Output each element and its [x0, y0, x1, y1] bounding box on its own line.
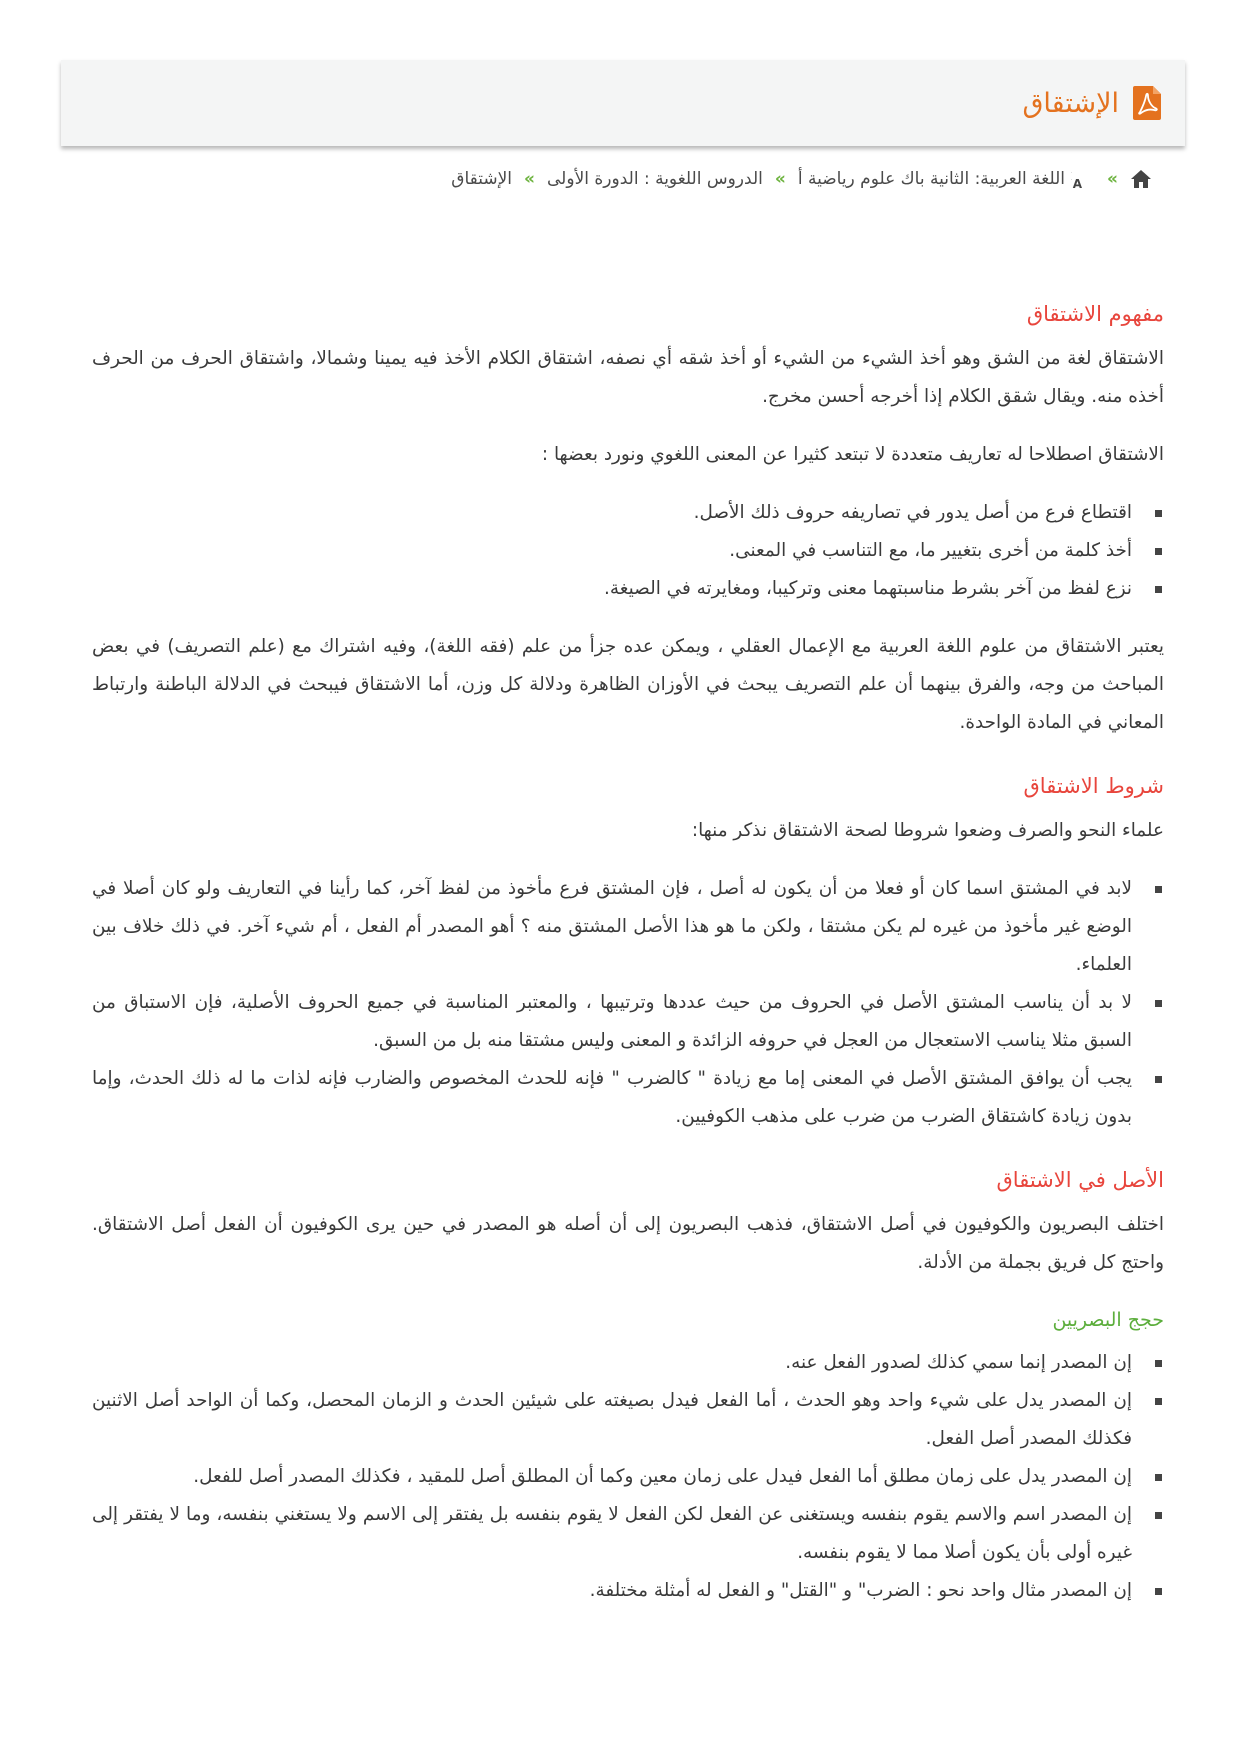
list-item: يجب أن يوافق المشتق الأصل في المعنى إما مع زيادة " كالضرب " فإنه للحدث المخصوص والضارب فإنه لذات ما له ذلك الحدث، وإما بدون زيادة كاشتقاق الضرب من ضرب على مذهب الكوفيين. — [92, 1060, 1164, 1136]
list-item: لا بد أن يناسب المشتق الأصل في الحروف من حيث عددها وترتيبها ، والمعتبر المناسبة في جميع الحروف الأصلية، فإن الاستباق من السبق مثلا يناسب الاستعجال من العجل في حروفه الزائدة و المعنى وليس مشتقا منه بل من السبق. — [92, 984, 1164, 1060]
translate-icon — [1071, 168, 1095, 190]
page-header — [61, 60, 1185, 146]
list-item: إن المصدر يدل على شيء واحد وهو الحدث ، أما الفعل فيدل بصيغته على شيئين الحدث و الزمان المحصل، وكما أن الواحد أصل الاثنين فكذلك المصدر أصل الفعل. — [92, 1382, 1164, 1458]
list-item: أخذ كلمة من أخرى بتغيير ما، مع التناسب في المعنى. — [92, 532, 1164, 570]
breadcrumb-separator: » — [1107, 169, 1118, 189]
list-item: نزع لفظ من آخر بشرط مناسبتهما معنى وتركيبا، ومغايرته في الصيغة. — [92, 570, 1164, 608]
list-item: لابد في المشتق اسما كان أو فعلا من أن يكون له أصل ، فإن المشتق فرع مأخوذ من لفظ آخر، كما رأينا في التعاريف ولو كان أصلا في الوضع غير مأخوذ من غيره لم يكن مشتقا ، ولكن ما هو هذا الأصل المشتق منه ؟ أهو المصدر أم الفعل ، أم شيء آخر. في ذلك خلاف بين العلماء. — [92, 870, 1164, 984]
home-icon[interactable] — [1130, 169, 1152, 189]
conditions-list — [92, 870, 1164, 1136]
paragraph: الاشتقاق اصطلاحا له تعاريف متعددة لا تبتعد كثيرا عن المعنى اللغوي ونورد بعضها : — [541, 444, 1164, 465]
section-heading-origin: الأصل في الاشتقاق — [996, 1168, 1164, 1192]
paragraph: علماء النحو والصرف وضعوا شروطا لصحة الاشتقاق نذكر منها: — [691, 820, 1164, 841]
breadcrumb-separator: » — [524, 169, 536, 189]
breadcrumb-item-current: الإشتقاق — [451, 169, 513, 189]
list-item: إن المصدر اسم والاسم يقوم بنفسه ويستغنى عن الفعل لكن الفعل لا يقوم بنفسه بل يفتقر إلى الاسم ولا يستغني بنفسه، وما لا يفتقر إلى غيره أولى بأن يكون أصلا مما لا يقوم بنفسه. — [92, 1496, 1164, 1572]
page-title: الإشتقاق — [1022, 87, 1119, 119]
paragraph: الاشتقاق لغة من الشق وهو أخذ الشيء من الشيء أو أخذ شقه أي نصفه، اشتقاق الكلام الأخذ فيه يمينا وشمالا، واشتقاق الحرف من الحرف أخذه منه. ويقال شقق الكلام إذا أخرجه أحسن مخرج. — [92, 348, 1164, 407]
breadcrumb-item-lessons[interactable]: الدروس اللغوية : الدورة الأولى — [547, 169, 763, 189]
basra-arguments-list — [92, 1344, 1164, 1610]
list-item: إن المصدر إنما سمي كذلك لصدور الفعل عنه. — [92, 1344, 1164, 1382]
article-content — [92, 296, 1164, 1630]
paragraph: اختلف البصريون والكوفيون في أصل الاشتقاق، فذهب البصريون إلى أن أصله هو المصدر في حين يرى الكوفيون أن الفعل أصل الاشتقاق. واحتج كل فريق بجملة من الأدلة. — [92, 1214, 1164, 1273]
breadcrumb — [451, 168, 1152, 190]
list-item: اقتطاع فرع من أصل يدور في تصاريفه حروف ذلك الأصل. — [92, 494, 1164, 532]
breadcrumb-item-course[interactable]: اللغة العربية: الثانية باك علوم رياضية أ — [797, 169, 1066, 189]
svg-text:A: A — [1072, 177, 1083, 190]
section-heading-concept: مفهوم الاشتقاق — [1026, 302, 1164, 326]
subheading-basra: حجج البصريين — [1052, 1309, 1164, 1331]
definitions-list — [92, 494, 1164, 608]
list-item: إن المصدر يدل على زمان مطلق أما الفعل فيدل على زمان معين وكما أن المطلق أصل للمقيد ، فكذلك المصدر أصل للفعل. — [92, 1458, 1164, 1496]
breadcrumb-separator: » — [774, 169, 786, 189]
pdf-icon[interactable] — [1133, 86, 1161, 120]
paragraph: يعتبر الاشتقاق من علوم اللغة العربية مع الإعمال العقلي ، ويمكن عده جزأ من علم (فقه اللغة)، وفيه اشتراك مع (علم التصريف) في بعض المباحث من وجه، والفرق بينهما أن علم التصريف يبحث في الأوزان الظاهرة ودلالة كل وزن، أما الاشتقاق فيبحث في الدلالة الباطنة وارتباط المعاني في المادة الواحدة. — [92, 636, 1164, 733]
list-item: إن المصدر مثال واحد نحو : الضرب" و "القتل" و الفعل له أمثلة مختلفة. — [92, 1572, 1164, 1610]
section-heading-conditions: شروط الاشتقاق — [1023, 774, 1164, 798]
